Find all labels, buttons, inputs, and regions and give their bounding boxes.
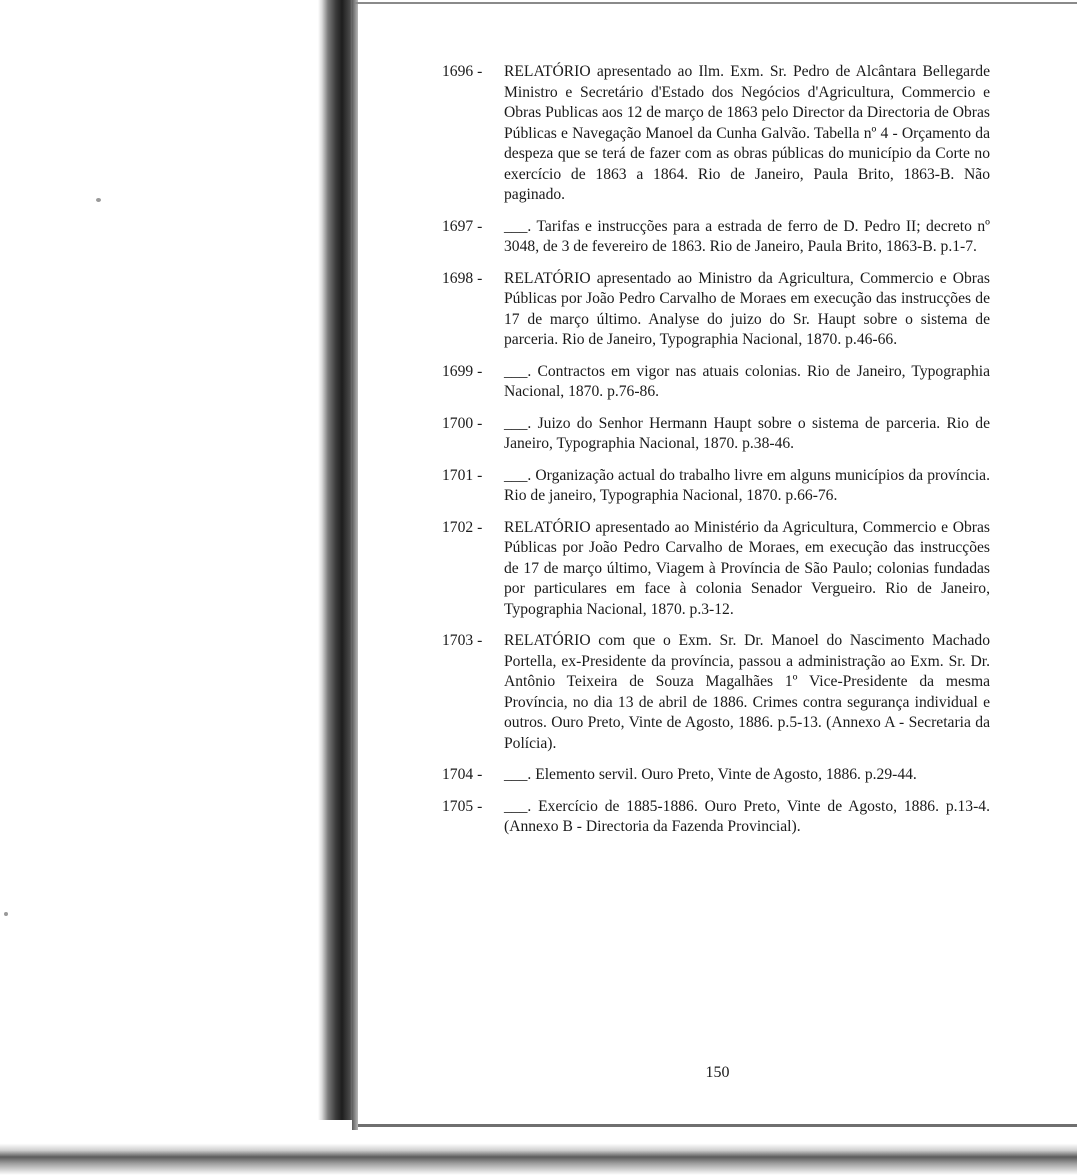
scanner-bottom-shadow [0, 1130, 1077, 1175]
bibliography-entry [442, 362, 990, 403]
left-facing-page [0, 0, 330, 1175]
bibliography-entry [442, 797, 990, 838]
entry-number: 1698 - [442, 269, 483, 287]
entry-text: ___. Tarifas e instrucções para a estrada de ferro de D. Pedro II; decreto nº 3048, de 3 de fevereiro de 1863. Rio de Janeiro, Paula Brito, 1863-B. p.1-7. [504, 217, 990, 255]
page-number: 150 [705, 1064, 730, 1081]
bibliography-entry [442, 765, 990, 786]
bibliography-entry [442, 466, 990, 507]
entry-number: 1704 - [442, 766, 483, 783]
entry-number: 1697 - [442, 217, 483, 235]
entry-text: RELATÓRIO apresentado ao Ministro da Agricultura, Commercio e Obras Públicas por João Pedro Carvalho de Moraes em execução das instrucções de 17 de março último. Analyse do juizo do Sr. Haupt sobre o sistema de parceria. Rio de Janeiro, Typographia Nacional, 1870. p.46-66. [504, 269, 990, 348]
entry-number: 1703 - [442, 632, 483, 649]
entry-number: 1701 - [442, 466, 483, 484]
entry-text: RELATÓRIO apresentado ao Ministério da Agricultura, Commercio e Obras Públicas por João Pedro Carvalho de Moraes, em execução das instrucções de 17 de março último, Viagem à Província de São Paulo; colonias fundadas por particulares em face à colonia Senador Vergueiro. Rio de Janeiro, Typographia Nacional, 1870. p.3-12. [504, 518, 990, 618]
bibliography-entry [442, 217, 990, 258]
entry-number: 1702 - [442, 518, 483, 536]
entry-text: ___. Organização actual do trabalho livre em alguns municípios da província. Rio de janeiro, Typographia Nacional, 1870. p.66-76. [504, 466, 990, 504]
entry-text: RELATÓRIO apresentado ao Ilm. Exm. Sr. Pedro de Alcântara Bellegarde Ministro e Secretário d'Estado dos Negócios d'Agricultura, Commercio e Obras Publicas aos 12 de março de 1863 pelo Director da Directoria de Obras Públicas e Navegação Manoel da Cunha Galvão. Tabella nº 4 - Orçamento da despeza que se terá de fazer com as obras públicas do município da Corte no exercício de 1863 a 1864. Rio de Janeiro, Paula Brito, 1863-B. Não paginado. [504, 63, 990, 203]
entry-text: ___. Elemento servil. Ouro Preto, Vinte de Agosto, 1886. p.29-44. [504, 766, 917, 783]
entry-text: ___. Exercício de 1885-1886. Ouro Preto, Vinte de Agosto, 1886. p.13-4. (Annexo B - Directoria da Fazenda Provincial). [504, 797, 990, 835]
entry-number: 1696 - [442, 63, 483, 80]
entry-text: ___. Contractos em vigor nas atuais colonias. Rio de Janeiro, Typographia Nacional, 1870. p.76-86. [504, 362, 990, 400]
entry-text: ___. Juizo do Senhor Hermann Haupt sobre o sistema de parceria. Rio de Janeiro, Typographia Nacional, 1870. p.38-46. [504, 414, 990, 452]
bibliography-list [442, 62, 990, 849]
bibliography-entry [442, 414, 990, 455]
document-page [358, 0, 1077, 1124]
entry-number: 1699 - [442, 362, 483, 380]
bibliography-entry [442, 62, 990, 206]
entry-number: 1700 - [442, 414, 483, 432]
entry-number: 1705 - [442, 797, 483, 815]
bibliography-entry [442, 518, 990, 621]
page-bottom-edge [358, 1124, 1077, 1127]
scan-speck [96, 198, 101, 202]
entry-text: RELATÓRIO com que o Exm. Sr. Dr. Manoel do Nascimento Machado Portella, ex-Presidente da província, passou a administração ao Exm. Sr. Dr. Antônio Teixeira de Souza Magalhães 1º Vice-Presidente da mesma Província, no dia 13 de abril de 1886. Crimes contra segurança individual e outros. Ouro Preto, Vinte de Agosto, 1886. p.5-13. (Annexo A - Secretaria da Polícia). [504, 632, 990, 752]
bibliography-entry [442, 631, 990, 754]
scan-speck [4, 912, 8, 916]
bibliography-entry [442, 269, 990, 351]
